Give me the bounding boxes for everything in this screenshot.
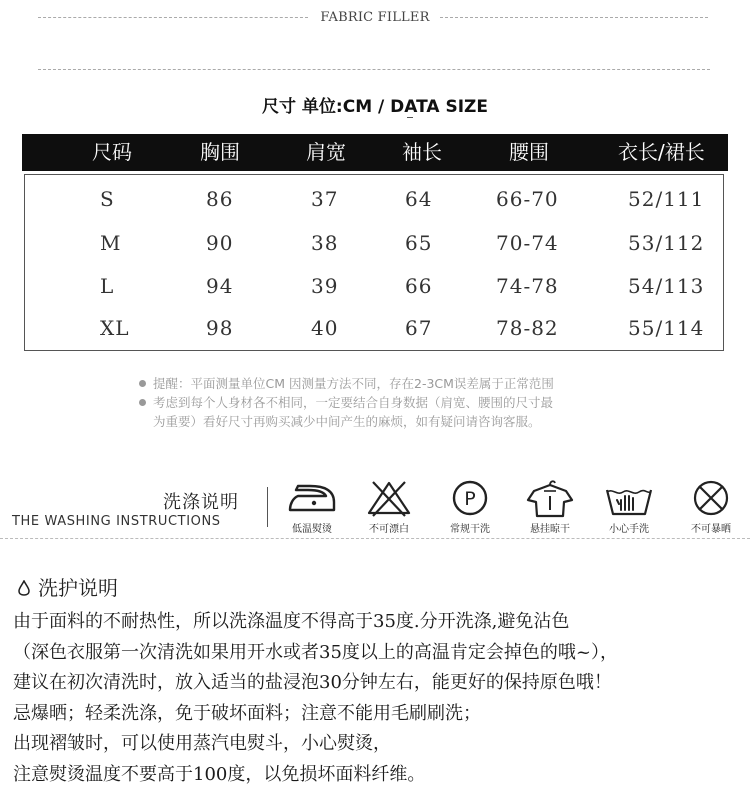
no-bleach-icon <box>361 478 417 518</box>
size-notes <box>139 374 619 431</box>
cell-waist: 74-78 <box>496 274 559 298</box>
cell-shoulder: 40 <box>311 316 339 340</box>
care-label: 低温熨烫 <box>292 524 332 535</box>
note-item <box>139 393 619 431</box>
care-label: 悬挂晾干 <box>530 524 570 535</box>
cell-sleeve: 66 <box>405 274 433 298</box>
size-table-body <box>24 174 724 351</box>
care-symbol-hang-dry <box>515 478 585 538</box>
cell-chest: 98 <box>206 316 234 340</box>
care-symbol-dry-clean <box>435 478 505 538</box>
col-header-chest: 胸围 <box>200 140 240 164</box>
cell-length: 53/112 <box>628 231 705 255</box>
hang-dry-icon <box>522 478 578 518</box>
cell-length: 54/113 <box>628 274 705 298</box>
care-symbol-no-sun-dry <box>676 478 746 538</box>
col-header-shoulder: 肩宽 <box>306 140 346 164</box>
washing-title-en: THE WASHING INSTRUCTIONS <box>12 514 221 529</box>
table-row <box>25 222 725 265</box>
svg-text:P: P <box>464 488 476 510</box>
cell-chest: 94 <box>206 274 234 298</box>
table-row <box>25 307 725 350</box>
cell-length: 52/111 <box>628 187 705 211</box>
hand-wash-icon <box>601 478 657 518</box>
care-line: 由于面料的不耐热性，所以洗涤温度不得高于35度.分开洗涤,避免沾色 <box>13 611 570 632</box>
note-line: 考虑到每个人身材各不相同，一定要结合自身数据（肩宽、腰围的尺寸最 <box>153 395 554 410</box>
header-title: FABRIC FILLER <box>320 10 430 25</box>
washing-title-cn: 洗涤说明 <box>163 492 239 513</box>
cell-waist: 78-82 <box>496 316 559 340</box>
note-line: 提醒：平面测量单位CM 因测量方法不同，存在2-3CM误差属于正常范围 <box>153 376 554 391</box>
cell-shoulder: 37 <box>311 187 339 211</box>
cell-size: M <box>100 231 122 255</box>
size-table-header <box>22 134 728 171</box>
care-symbol-low-temp-iron <box>277 478 347 538</box>
note-item <box>139 374 619 393</box>
col-header-length: 衣长/裙长 <box>618 140 705 164</box>
care-symbol-no-bleach <box>354 478 424 538</box>
low-temp-iron-icon <box>284 478 340 518</box>
care-line: 建议在初次清洗时，放入适当的盐浸泡30分钟左右，能更好的保持原色哦！ <box>13 672 612 693</box>
care-line: （深色衣服第一次清洗如果用开水或者35度以上的高温肯定会掉色的哦~）， <box>13 641 618 663</box>
care-line: 出现褶皱时，可以使用蒸汽电熨斗，小心熨烫， <box>13 733 391 754</box>
cell-size: L <box>100 274 115 298</box>
cell-shoulder: 39 <box>311 274 339 298</box>
size-chart-title: 尺寸 单位:CM / DATA SIZE <box>262 97 488 117</box>
no-sun-dry-icon <box>683 478 739 518</box>
care-title-text: 洗护说明 <box>38 576 118 600</box>
care-label: 常规干洗 <box>450 524 490 535</box>
table-row <box>25 178 725 221</box>
cell-size: S <box>100 187 115 211</box>
fabric-filler-header <box>0 0 750 80</box>
header-dashed-line-bottom <box>38 69 710 70</box>
cell-sleeve: 64 <box>405 187 433 211</box>
note-line: 为重要）看好尺寸再购买减少中间产生的麻烦，如有疑问请咨询客服。 <box>153 414 541 429</box>
col-header-waist: 腰围 <box>509 140 549 164</box>
care-instructions <box>13 607 748 790</box>
bullet-dot-icon <box>139 399 146 406</box>
care-label: 小心手洗 <box>609 524 649 535</box>
cell-sleeve: 65 <box>405 231 433 255</box>
cell-size: XL <box>100 316 130 340</box>
bullet-dot-icon <box>139 380 146 387</box>
washing-divider <box>267 487 268 527</box>
cell-sleeve: 67 <box>405 316 433 340</box>
care-line: 注意熨烫温度不要高于100度，以免损坏面料纤维。 <box>13 763 426 785</box>
dry-clean-p-icon <box>442 478 498 518</box>
cell-waist: 70-74 <box>496 231 559 255</box>
care-label: 不可暴晒 <box>691 524 731 535</box>
cell-chest: 90 <box>206 231 234 255</box>
care-section-title <box>18 572 118 601</box>
care-symbol-hand-wash <box>594 478 664 538</box>
cell-shoulder: 38 <box>311 231 339 255</box>
col-header-sleeve: 袖长 <box>402 140 442 164</box>
care-label: 不可漂白 <box>369 524 409 535</box>
washing-dashed-separator <box>0 538 750 539</box>
cell-chest: 86 <box>206 187 234 211</box>
cell-waist: 66-70 <box>496 187 559 211</box>
water-drop-icon <box>18 580 30 596</box>
cell-length: 55/114 <box>628 316 705 340</box>
size-chart-title-underline <box>407 117 413 118</box>
col-header-size: 尺码 <box>92 140 132 164</box>
table-row <box>25 265 725 308</box>
care-line: 忌爆晒；轻柔洗涤，免于破坏面料；注意不能用毛刷刷洗； <box>13 702 481 724</box>
